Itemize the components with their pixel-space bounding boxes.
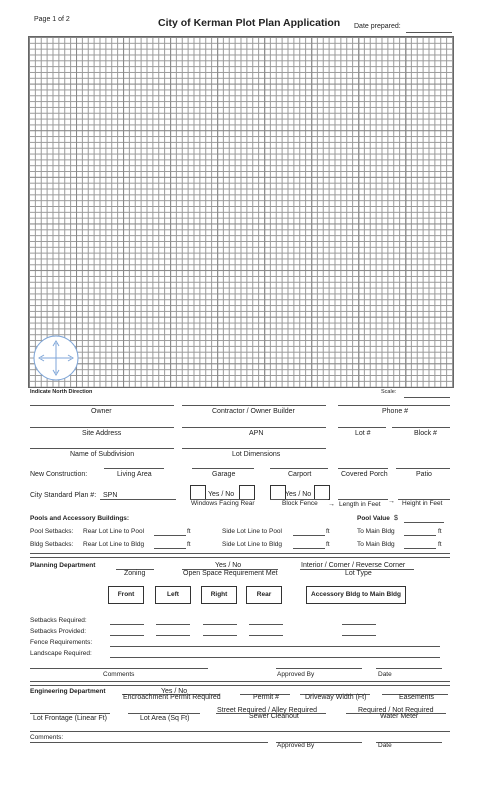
lot-frontage-label: Lot Frontage (Linear Ft) <box>33 715 107 722</box>
ft-label: ft <box>326 541 330 548</box>
easements-label: Easements <box>399 694 435 701</box>
living-area-field[interactable] <box>104 468 164 469</box>
planning-heading: Planning Department <box>30 562 96 569</box>
rear-header: Rear <box>246 586 282 604</box>
pool-setbacks-label: Pool Setbacks: <box>30 528 74 535</box>
encroachment-yes-no: Yes / No <box>161 688 188 695</box>
length-field[interactable] <box>338 499 388 500</box>
bldg-setbacks-label: Bldg Setbacks: <box>30 541 74 548</box>
ft-label: ft <box>326 528 330 535</box>
lot-area-label: Lot Area (Sq Ft) <box>140 715 190 722</box>
zoning-label: Zoning <box>124 570 146 577</box>
arrow-right-icon: → <box>328 501 335 508</box>
ft-label: ft <box>438 528 442 535</box>
windows-facing-rear-label: Windows Facing Rear <box>191 500 255 507</box>
scale-field[interactable] <box>404 397 450 398</box>
main-bldg-pool-field[interactable] <box>404 535 436 536</box>
main-bldg-bldg-field[interactable] <box>404 548 436 549</box>
permit-label: Permit # <box>253 694 280 701</box>
main-bldg-bldg-label: To Main Bldg <box>357 541 395 548</box>
planning-comments-field[interactable] <box>30 668 208 669</box>
ft-label: ft <box>187 528 191 535</box>
owner-label: Owner <box>91 408 112 415</box>
rear-bldg-field[interactable] <box>154 548 186 549</box>
setback-req-front[interactable] <box>110 624 144 625</box>
left-header: Left <box>155 586 191 604</box>
sewer-cleanout-label: Sewer Cleanout <box>249 713 299 720</box>
garage-field[interactable] <box>192 468 254 469</box>
page-number: Page 1 of 2 <box>34 16 70 23</box>
lot-frontage-field[interactable] <box>30 713 110 714</box>
dollar-sign: $ <box>394 515 398 522</box>
planning-approved-field[interactable] <box>276 668 362 669</box>
pool-value-label: Pool Value <box>357 515 390 522</box>
planning-date-label: Date <box>378 671 392 678</box>
engineering-approved-label: Approved By <box>277 742 315 749</box>
driveway-label: Driveway Width (Ft) <box>305 694 367 701</box>
setback-req-left[interactable] <box>156 624 190 625</box>
engineering-date-label: Date <box>378 742 392 749</box>
standard-plan-field[interactable] <box>100 499 176 500</box>
setback-prov-front[interactable] <box>110 635 144 636</box>
setbacks-provided-label: Setbacks Provided: <box>30 628 87 635</box>
ft-label: ft <box>187 541 191 548</box>
water-meter-label: Water Meter <box>380 713 419 720</box>
phone-label: Phone # <box>382 408 409 415</box>
arrow-right-icon: → <box>388 498 395 505</box>
north-compass-icon[interactable] <box>31 333 83 385</box>
street-alley-options: Street Required / Alley Required <box>217 707 317 714</box>
height-label: Height in Feet <box>402 500 443 507</box>
page-title: City of Kerman Plot Plan Application <box>158 17 341 29</box>
landscape-required-label: Landscape Required: <box>30 650 92 657</box>
lot-dimensions-field[interactable] <box>182 448 326 449</box>
subdivision-label: Name of Subdivision <box>70 451 135 458</box>
planning-date-field[interactable] <box>376 668 442 669</box>
setbacks-required-label: Setbacks Required: <box>30 617 87 624</box>
windows-yes-no: Yes / No <box>208 491 235 498</box>
date-prepared-field[interactable] <box>406 32 452 33</box>
lot-area-field[interactable] <box>128 713 200 714</box>
windows-no-checkbox[interactable] <box>239 485 255 500</box>
garage-label: Garage <box>212 471 236 478</box>
engineering-heading: Engineering Department <box>30 688 106 695</box>
setback-req-right[interactable] <box>203 624 237 625</box>
setback-req-accessory[interactable] <box>342 624 376 625</box>
open-space-label: Open Space Requirement Met <box>183 570 278 577</box>
date-prepared-label: Date prepared: <box>354 23 401 30</box>
planning-comments-label: Comments <box>103 671 135 678</box>
contractor-field[interactable] <box>182 405 326 406</box>
scale-label: Scale: <box>381 389 397 395</box>
landscape-required-field[interactable] <box>110 657 440 658</box>
side-pool-field[interactable] <box>293 535 325 536</box>
section-divider <box>30 553 450 558</box>
apn-field[interactable] <box>182 427 326 428</box>
plot-grid[interactable] <box>28 36 454 388</box>
living-area-label: Living Area <box>117 471 152 478</box>
engineering-comments-label: Comments: <box>30 734 64 741</box>
carport-label: Carport <box>288 471 312 478</box>
setback-req-rear[interactable] <box>249 624 283 625</box>
subdivision-field[interactable] <box>30 448 174 449</box>
rear-pool-field[interactable] <box>154 535 186 536</box>
fence-requirements-label: Fence Requirements: <box>30 639 93 646</box>
side-pool-label: Side Lot Line to Pool <box>222 528 282 535</box>
setback-prov-right[interactable] <box>203 635 237 636</box>
apn-label: APN <box>249 430 264 437</box>
contractor-label: Contractor / Owner Builder <box>212 408 295 415</box>
engineering-separator <box>30 731 450 732</box>
sewer-water-options: Required / Not Required <box>358 707 434 714</box>
length-label: Length in Feet <box>339 501 381 508</box>
carport-field[interactable] <box>270 468 328 469</box>
block-fence-label: Block Fence <box>282 500 318 507</box>
right-header: Right <box>201 586 237 604</box>
planning-approved-label: Approved By <box>277 671 315 678</box>
pool-value-field[interactable] <box>404 522 444 523</box>
north-direction-label: Indicate North Direction <box>30 389 93 395</box>
fence-yes-checkbox[interactable] <box>270 485 286 500</box>
section-divider <box>30 681 450 686</box>
accessory-bldg-header: Accessory Bldg to Main Bldg <box>306 586 406 604</box>
side-bldg-label: Side Lot Line to Bldg <box>222 541 282 548</box>
front-header: Front <box>108 586 144 604</box>
block-field[interactable] <box>392 427 450 428</box>
setback-prov-rear[interactable] <box>249 635 283 636</box>
spn-label: SPN <box>103 492 118 499</box>
site-address-label: Site Address <box>82 430 122 437</box>
fence-requirements-field[interactable] <box>110 646 440 647</box>
open-space-yes-no: Yes / No <box>215 562 242 569</box>
fence-no-checkbox[interactable] <box>314 485 330 500</box>
covered-porch-field[interactable] <box>338 468 388 469</box>
patio-field[interactable] <box>396 468 450 469</box>
new-construction-label: New Construction: <box>30 471 88 478</box>
setback-prov-accessory[interactable] <box>342 635 376 636</box>
patio-label: Patio <box>416 471 432 478</box>
rear-pool-label: Rear Lot Line to Pool <box>83 528 145 535</box>
lot-type-options: Interior / Corner / Reverse Corner <box>301 562 406 569</box>
side-bldg-field[interactable] <box>293 548 325 549</box>
standard-plan-label: City Standard Plan #: <box>30 492 97 499</box>
lot-label: Lot # <box>355 430 371 437</box>
rear-bldg-label: Rear Lot Line to Bldg <box>83 541 145 548</box>
owner-field[interactable] <box>30 405 174 406</box>
grid-major-lines <box>29 37 453 387</box>
encroachment-label: Encroachment Permit Required <box>123 694 221 701</box>
lot-dimensions-label: Lot Dimensions <box>232 451 281 458</box>
ft-label: ft <box>438 541 442 548</box>
fence-yes-no: Yes / No <box>285 491 312 498</box>
lot-field[interactable] <box>338 427 386 428</box>
windows-yes-checkbox[interactable] <box>190 485 206 500</box>
lot-type-label: Lot Type <box>345 570 372 577</box>
covered-porch-label: Covered Porch <box>341 471 388 478</box>
site-address-field[interactable] <box>30 427 174 428</box>
main-bldg-pool-label: To Main Bldg <box>357 528 395 535</box>
pools-heading: Pools and Accessory Buildings: <box>30 515 130 522</box>
phone-field[interactable] <box>338 405 450 406</box>
block-label: Block # <box>414 430 437 437</box>
engineering-comments-field[interactable] <box>30 742 268 743</box>
setback-prov-left[interactable] <box>156 635 190 636</box>
